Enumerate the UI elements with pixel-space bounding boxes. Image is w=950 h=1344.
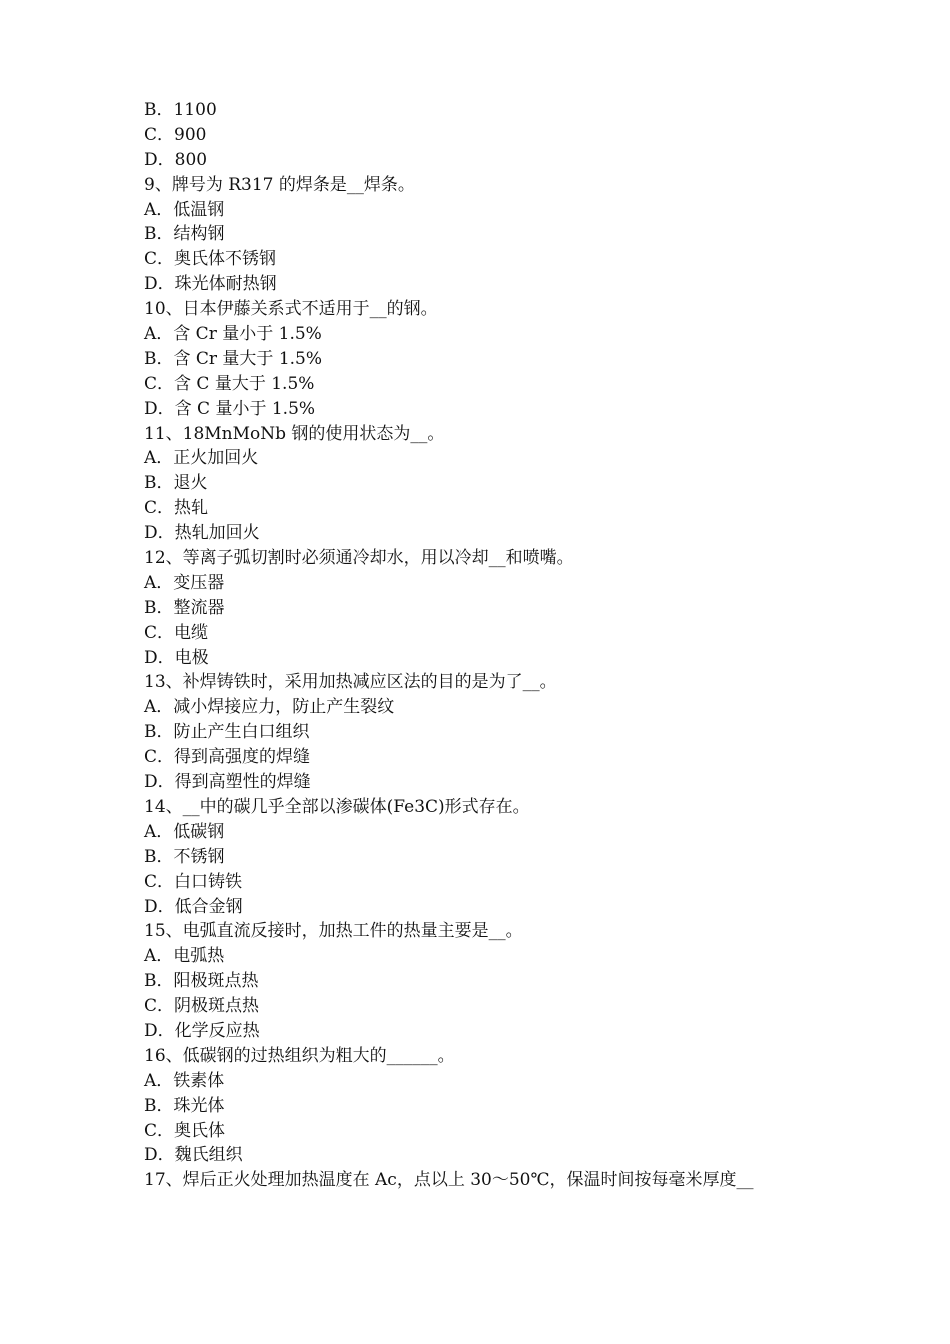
answer-option: A．正火加回火 — [144, 448, 259, 469]
question-list — [144, 98, 844, 1193]
answer-option: C．电缆 — [144, 622, 209, 643]
answer-option: D．得到高塑性的焊缝 — [144, 772, 311, 793]
answer-option: A．电弧热 — [144, 946, 225, 967]
answer-option: C．白口铸铁 — [144, 871, 243, 892]
answer-option: D．热轧加回火 — [144, 523, 260, 544]
answer-option: C．含 C 量大于 1.5% — [144, 373, 315, 394]
answer-option: A．低碳钢 — [144, 821, 225, 842]
answer-option: B．退火 — [144, 473, 208, 494]
question-text: 10、日本伊藤关系式不适用于__的钢。 — [144, 299, 438, 320]
answer-option: B．结构钢 — [144, 224, 225, 245]
answer-option: D．含 C 量小于 1.5% — [144, 398, 316, 419]
answer-option: C．阴极斑点热 — [144, 996, 260, 1017]
answer-option: C．奥氏体 — [144, 1120, 226, 1141]
question-text: 9、牌号为 R317 的焊条是__焊条。 — [144, 174, 415, 195]
question-text: 14、__中的碳几乎全部以渗碳体(Fe3C)形式存在。 — [144, 796, 530, 817]
answer-option: D．珠光体耐热钢 — [144, 274, 277, 295]
answer-option: C．热轧 — [144, 498, 209, 519]
question-text: 11、18MnMoNb 钢的使用状态为__。 — [144, 423, 445, 444]
answer-option: B．珠光体 — [144, 1095, 225, 1116]
answer-option: D．化学反应热 — [144, 1020, 260, 1041]
answer-option: C．900 — [144, 124, 207, 145]
answer-option: C．得到高强度的焊缝 — [144, 747, 311, 768]
answer-option: B．防止产生白口组织 — [144, 722, 310, 743]
answer-option: B．不锈钢 — [144, 846, 225, 867]
answer-option: C．奥氏体不锈钢 — [144, 249, 277, 270]
answer-option: D．电极 — [144, 647, 209, 668]
answer-option: B．含 Cr 量大于 1.5% — [144, 348, 323, 369]
answer-option: A．变压器 — [144, 572, 225, 593]
question-text: 17、焊后正火处理加热温度在 Ac，点以上 30～50℃，保温时间按每毫米厚度__ — [144, 1170, 754, 1191]
answer-option: B．整流器 — [144, 597, 225, 618]
answer-option: A．减小焊接应力，防止产生裂纹 — [144, 697, 395, 718]
answer-option: A．铁素体 — [144, 1070, 225, 1091]
answer-option: D．低合金钢 — [144, 896, 243, 917]
answer-option: D．800 — [144, 149, 208, 170]
question-text: 16、低碳钢的过热组织为粗大的______。 — [144, 1045, 455, 1066]
answer-option: D．魏氏组织 — [144, 1145, 243, 1166]
question-text: 13、补焊铸铁时，采用加热减应区法的目的是为了__。 — [144, 672, 557, 693]
answer-option: A．含 Cr 量小于 1.5% — [144, 324, 322, 345]
question-text: 15、电弧直流反接时，加热工件的热量主要是__。 — [144, 921, 523, 942]
answer-option: A．低温钢 — [144, 199, 225, 220]
question-text: 12、等离子弧切割时必须通冷却水，用以冷却__和喷嘴。 — [144, 548, 574, 569]
answer-option: B．阳极斑点热 — [144, 971, 259, 992]
answer-option: B．1100 — [144, 100, 217, 120]
